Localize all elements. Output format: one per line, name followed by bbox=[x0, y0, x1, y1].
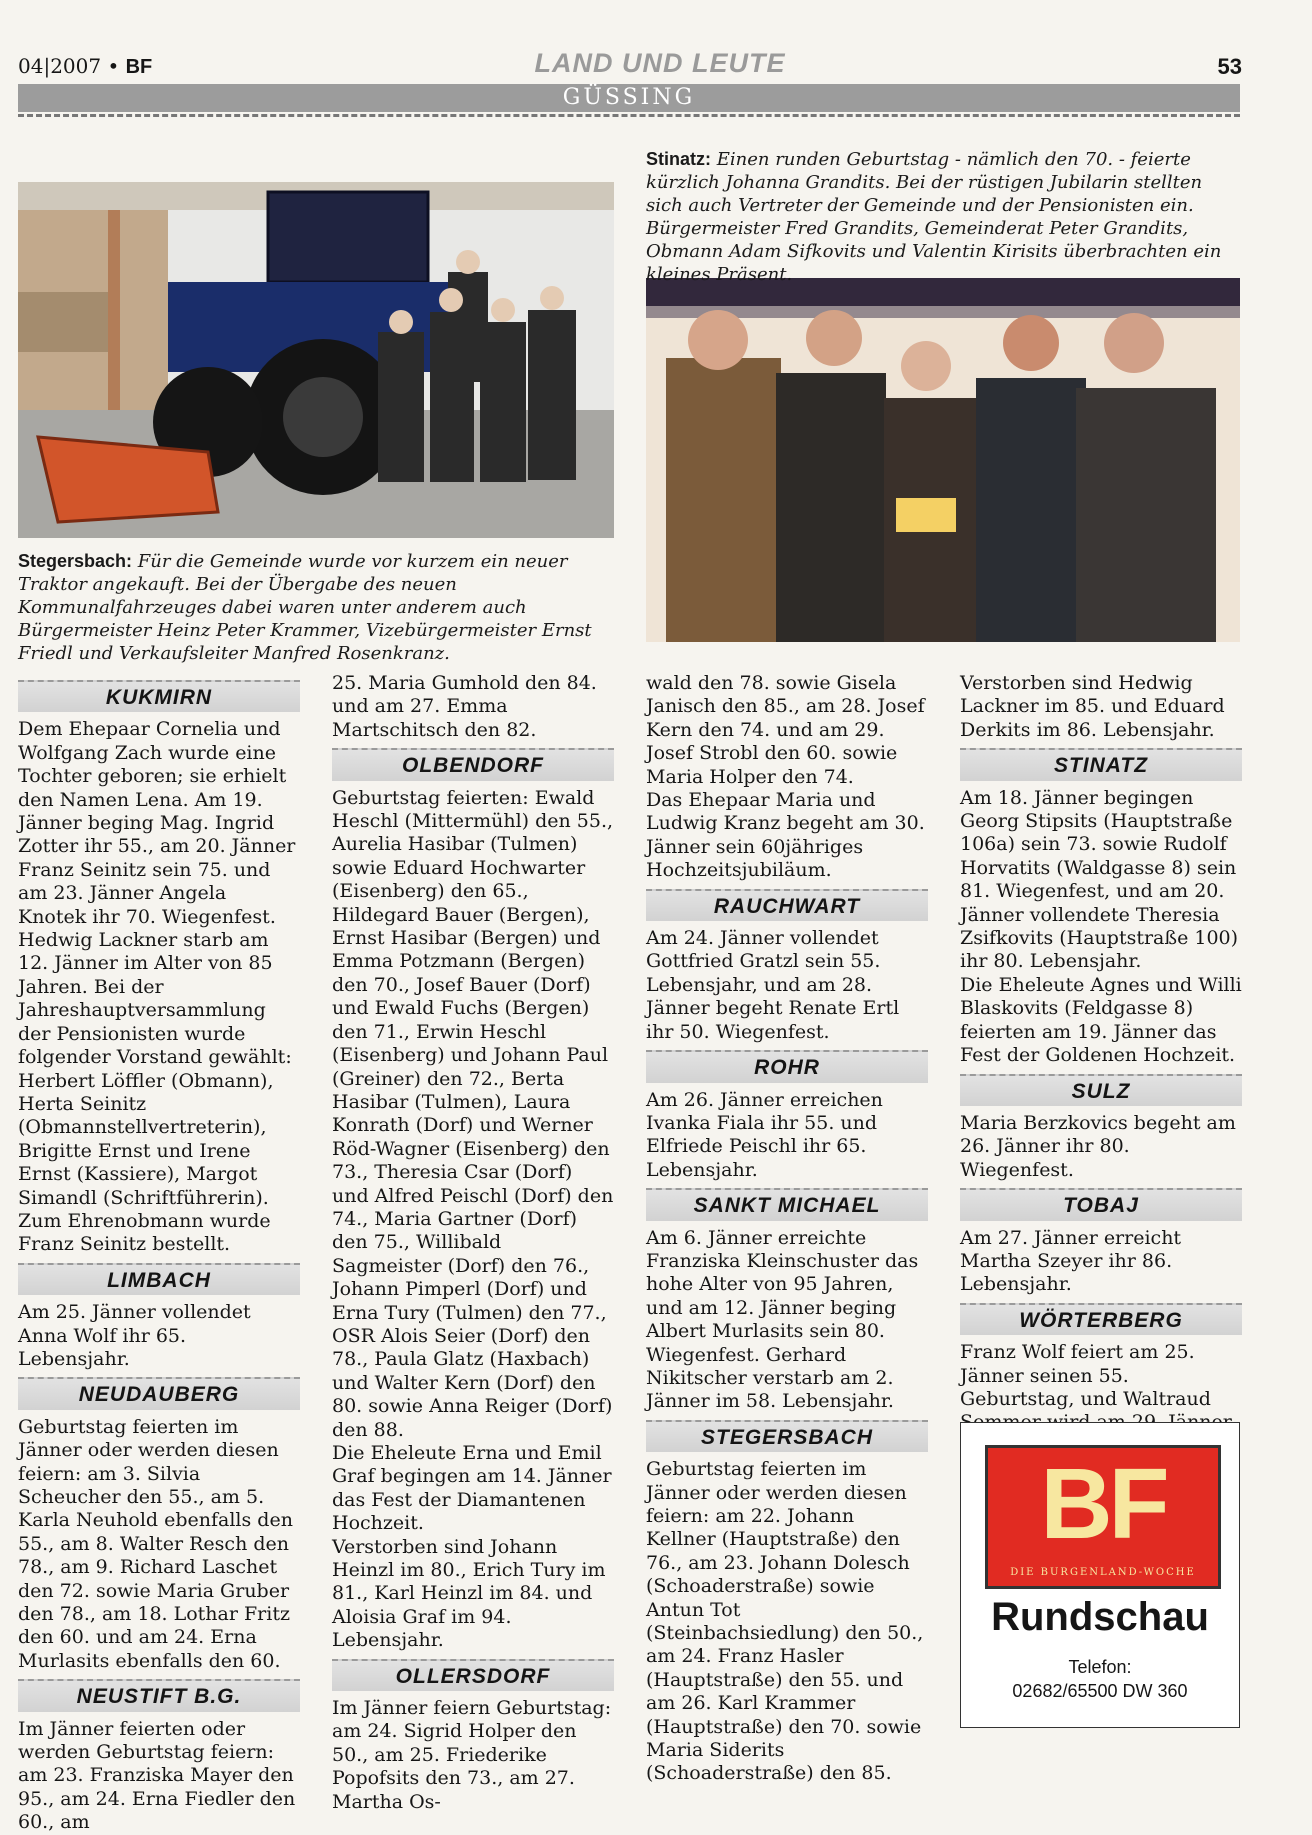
stegersbach-caption bbox=[18, 550, 614, 665]
rundschau-ad bbox=[960, 1422, 1240, 1728]
section-heading: SANKT MICHAEL bbox=[646, 1188, 928, 1220]
section-body: Verstorben sind Hedwig Lackner im 85. und Eduard Derkits im 86. Lebensjahr. bbox=[960, 672, 1225, 741]
section-heading: LIMBACH bbox=[18, 1263, 300, 1295]
header-divider bbox=[18, 114, 1240, 117]
section-body: 25. Maria Gumhold den 84. und am 27. Emma Martschitsch den 82. bbox=[332, 672, 597, 741]
column-1 bbox=[18, 672, 300, 1835]
section-body: Geburtstag feierten: Ewald Heschl (Mittermühl) den 55., Aurelia Hasibar (Tulmen) sowie Eduard Hochwarter (Eisenberg) den 65., Hildegard Bauer (Bergen), Ernst Hasibar (Bergen) und Emma Potzmann (Bergen) den 70., Josef Bauer (Dorf) und Ewald Fuchs (Bergen) den 71., Erwin Heschl (Eisenberg) und Johann Paul (Greiner) den 72., Berta Hasibar (Tulmen), Laura Konrath (Dorf) und Werner Röd-Wagner (Eisenberg) den 73., Theresia Csar (Dorf) und Alfred Peischl (Dorf) den 74., Maria Gartner (Dorf) den 75., Willibald Sagmeister (Dorf) den 76., Johann Pimperl (Dorf) und Erna Tury (Tulmen) den 77., OSR Alois Seier (Dorf) den 78., Paula Glatz (Haxbach) und Walter Kern (Dorf) den 80. sowie Anna Reiger (Dorf) den 88. bbox=[332, 786, 614, 1441]
section-body: Geburtstag feierten im Jänner oder werden diesen feiern: am 22. Johann Kellner (Hauptstraße) den 76., am 23. Johann Dolesch (Schoaderstraße) sowie Antun Tot (Steinbachsiedlung) den 50., am 24. Franz Hasler (Hauptstraße) den 55. und am 26. Karl Krammer (Hauptstraße) den 70. sowie Maria Siderits (Schoaderstraße) den 85. bbox=[646, 1458, 924, 1785]
section-body: Geburtstag feierten im Jänner oder werden diesen feiern: am 3. Silvia Scheucher den 55., am 5. Karla Neuhold ebenfalls den 55., am 8. Walter Resch den 78., am 9. Richard Laschet den 72. sowie Maria Gruber den 78., am 18. Lothar Fritz den 60. und am 24. Erna Murlasits ebenfalls den 60. bbox=[18, 1415, 293, 1672]
section-body: Die Eheleute Agnes und Willi Blaskovits (Feldgasse 8) feierten am 19. Jänner das Fest der Goldenen Hochzeit. bbox=[960, 973, 1242, 1067]
section-heading: KUKMIRN bbox=[18, 680, 300, 712]
bf-logo-tagline: DIE BURGENLAND-WOCHE bbox=[1010, 1567, 1196, 1578]
section-heading: WÖRTERBERG bbox=[960, 1303, 1242, 1335]
section-body: Am 25. Jänner vollendet Anna Wolf ihr 65. Lebensjahr. bbox=[18, 1301, 251, 1370]
section-body: Franz Wolf feiert am 25. Jänner seinen 55. Geburtstag, und Waltraud bbox=[960, 1341, 1211, 1410]
bf-logo-text: BF bbox=[1040, 1448, 1166, 1560]
stinatz-caption bbox=[646, 148, 1240, 286]
caption-text: Einen runden Geburtstag - nämlich den 70. - feierte kürzlich Johanna Grandits. Bei der rüstigen Jubilarin stellten sich auch Vertreter der Gemeinde und der Pensionisten ein. Bürgermeister Fred Grandits, Gemeinderat Peter Grandits, Obmann Adam Sifkovits und Valentin Kirisits überbrachten ein kleines Präsent. bbox=[646, 149, 1222, 285]
section-body: Am 6. Jänner erreichte Franziska Kleinschuster das hohe Alter von 95 Jahren, und am 12. Jänner beging Albert Murlasits sein 80. Wiegenfest. Gerhard Nikitscher verstarb am 2. Jänner im 58. Lebensjahr. bbox=[646, 1226, 919, 1413]
section-body: Am 26. Jänner erreichen Ivanka Fiala ihr 55. und Elfriede Peischl ihr 65. Lebensjahr. bbox=[646, 1088, 883, 1181]
section-title: LAND UND LEUTE bbox=[534, 48, 786, 78]
ad-title: Rundschau bbox=[991, 1595, 1209, 1639]
section-body: Die Eheleute Erna und Emil Graf begingen am 14. Jänner das Fest der Diamantenen Hochzeit. bbox=[332, 1442, 612, 1535]
page-number: 53 bbox=[1217, 54, 1242, 79]
region-banner: GÜSSING bbox=[18, 84, 1240, 112]
column-3 bbox=[646, 672, 928, 1786]
section-heading: ROHR bbox=[646, 1050, 928, 1082]
section-body: Dem Ehepaar Cornelia und Wolfgang Zach wurde eine Tochter geboren; sie erhielt den Namen Lena. Am 19. Jänner beging Mag. Ingrid Zotter ihr 55., am 20. Jänner Franz Seinitz sein 75. und am 23. Jänner Angela Knotek ihr 70. Wiegenfest. Hedwig Lackner starb am 12. Jänner im Alter von 85 Jahren. Bei der Jahreshauptversammlung der Pensionisten wurde folgender Vorstand gewählt: Herbert Löffler (Obmann), Herta Seinitz (Obmannstellvertreterin), Brigitte Ernst und Irene Ernst (Kassiere), Margot Simandl (Schriftführerin). Zum Ehrenobmann wurde Franz Seinitz bestellt. bbox=[18, 718, 296, 1256]
section-body: Verstorben sind Johann Heinzl im 80., Erich Tury im 81., Karl Heinzl im 84. und Aloisia Graf im 94. Lebensjahr. bbox=[332, 1535, 606, 1652]
section-heading: NEUSTIFT B.G. bbox=[18, 1679, 300, 1711]
section-body: Im Jänner feierten oder werden Geburtstag feiern: am 23. Franziska Mayer den 95., am 24. Erna Fiedler den 60., am bbox=[18, 1717, 296, 1834]
section-heading: STINATZ bbox=[960, 748, 1242, 780]
caption-lead: Stinatz: bbox=[646, 149, 711, 169]
section-heading: OLBENDORF bbox=[332, 748, 614, 780]
column-2 bbox=[332, 672, 614, 1814]
section-body: Am 24. Jänner vollendet Gottfried Gratzl sein 55. Lebensjahr, und am 28. Jänner begeht Renate Ertl ihr 50. Wiegenfest. bbox=[646, 927, 900, 1043]
column-4 bbox=[960, 672, 1242, 1458]
caption-lead: Stegersbach: bbox=[18, 551, 133, 571]
section-body: Am 27. Jänner erreicht Martha Szeyer ihr 86. Lebensjahr. bbox=[960, 1226, 1182, 1296]
section-heading: STEGERSBACH bbox=[646, 1420, 928, 1452]
issue-number: 04|2007 • bbox=[18, 54, 120, 78]
section-heading: OLLERSDORF bbox=[332, 1659, 614, 1691]
section-heading: RAUCHWART bbox=[646, 889, 928, 921]
section-body: Am 18. Jänner begingen Georg Stipsits (Hauptstraße 106a) sein 73. sowie Rudolf Horvatits (Waldgasse 8) sein 81. Wiegenfest, und am 20. Jänner vollendete Theresia Zsifkovits (Hauptstraße 100) ihr 80. Lebensjahr. bbox=[960, 786, 1239, 973]
issue-date bbox=[18, 54, 152, 79]
caption-text: Für die Gemeinde wurde vor kurzem ein neuer Traktor angekauft. Bei der Übergabe des neuen Kommunalfahrzeuges dabei waren unter anderem auch Bürgermeister Heinz Peter Krammer, Vizebürgermeister Ernst Friedl und Verkaufsleiter Manfred Rosenkranz. bbox=[18, 551, 592, 664]
bf-logo bbox=[985, 1445, 1221, 1589]
phone-number: 02682/65500 DW 360 bbox=[1012, 1681, 1188, 1701]
section-body: Das Ehepaar Maria und Ludwig Kranz begeht am 30. Jänner sein 60jähriges Hochzeitsjubiläum. bbox=[646, 789, 925, 882]
section-heading: TOBAJ bbox=[960, 1188, 1242, 1220]
brand-label: BF bbox=[125, 56, 153, 78]
section-body: wald den 78. sowie Gisela Janisch den 85., am 28. Josef Kern den 74. und am 29. Josef Strobl den 60. sowie Maria Holper den 74. bbox=[646, 672, 925, 788]
section-heading: SULZ bbox=[960, 1074, 1242, 1106]
tractor-photo bbox=[18, 182, 614, 538]
phone-label: Telefon: bbox=[1068, 1657, 1132, 1677]
section-body: Maria Berzkovics begeht am 26. Jänner ihr 80. Wiegenfest. bbox=[960, 1111, 1236, 1181]
section-body: Im Jänner feiern Geburtstag: am 24. Sigrid Holper den 50., am 25. Friederike Popofsits den 73., am 27. Martha Os- bbox=[332, 1697, 612, 1813]
group-photo bbox=[646, 278, 1240, 642]
section-heading: NEUDAUBERG bbox=[18, 1377, 300, 1409]
